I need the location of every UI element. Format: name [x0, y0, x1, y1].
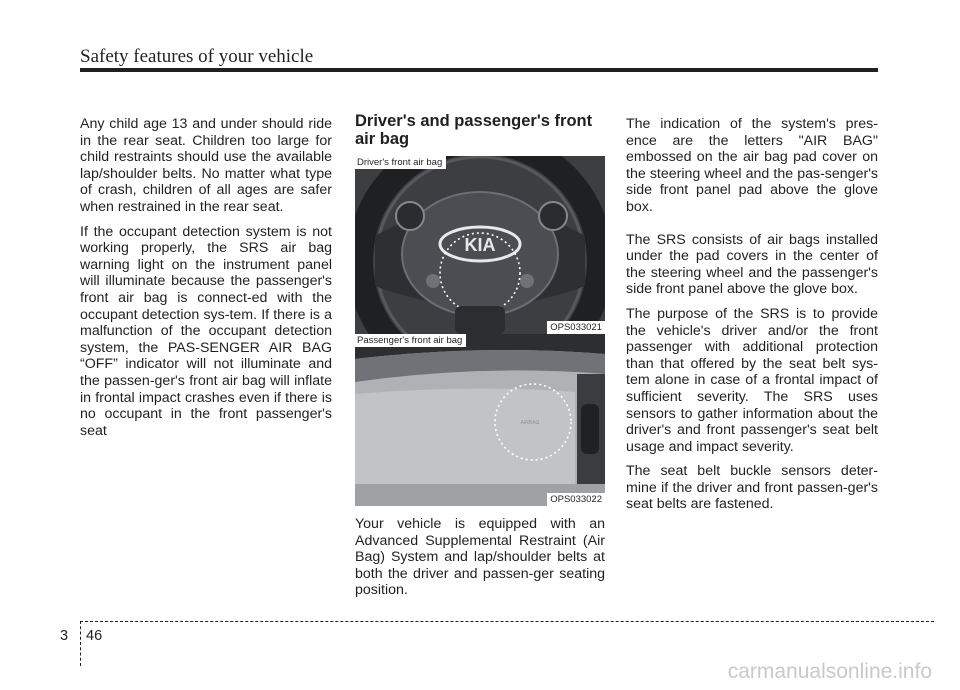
left-column	[80, 116, 332, 447]
page-number: 46	[86, 628, 103, 644]
footer-separator	[80, 621, 81, 666]
site-watermark: carmanualsonline.info	[727, 660, 932, 683]
body-paragraph: If the occupant detection system is not working properly, the SRS air bag warning light on the instrument panel will illuminate because the passenger's front air bag is connect-ed with the occupant detection sys-tem. If there is a malfunction of the occupant detection system, the PAS-SENGER AIR BAG “OFF” indicator will not illuminate and the passen-ger's front air bag will inflate in frontal impact crashes even if there is no occupant in the front passenger's seat	[80, 223, 332, 439]
body-paragraph: The purpose of the SRS is to provide the vehicle's driver and/or the front passenger with additional protection than that offered by the seat belt sys-tem alone in case of a frontal impact of sufficient severity. The SRS uses sensors to gather information about the driver's and front passenger's seat belt usage and impact severity.	[626, 305, 878, 455]
dashboard-illustration	[355, 334, 605, 506]
body-paragraph: The indication of the system's pres-ence are the letters "AIR BAG" embossed on the air bag pad cover on the steering wheel and the pas-senger's side front panel pad above the glove box.	[626, 116, 878, 215]
airbag-emboss: AIRBAG	[520, 420, 540, 426]
body-paragraph: Your vehicle is equipped with an Advanced Supplemental Restraint (Air Bag) System and lap/shoulder belts at both the driver and passen-ger seating position.	[355, 516, 605, 599]
figure-code: OPS033022	[547, 493, 605, 506]
steering-wheel-illustration	[355, 156, 605, 334]
body-paragraph: The seat belt buckle sensors deter-mine if the driver and front passen-ger's seat belts are fastened.	[626, 463, 878, 513]
right-column	[626, 116, 878, 521]
body-paragraph: The SRS consists of air bags installed under the pad covers in the center of the steering wheel and the passenger's side front panel above the glove box.	[626, 231, 878, 298]
figure-caption-label: Passenger's front air bag	[355, 334, 466, 347]
chapter-number: 3	[60, 628, 69, 644]
figure-caption-label: Driver's front air bag	[355, 156, 446, 169]
passenger-airbag-figure	[355, 334, 605, 506]
page-header-title: Safety features of your vehicle	[80, 46, 314, 67]
footer-rule	[80, 621, 934, 622]
figure-code: OPS033021	[547, 321, 605, 334]
section-heading: Driver's and passenger's front air bag	[355, 112, 593, 148]
middle-column	[355, 112, 605, 607]
driver-airbag-figure	[355, 156, 605, 334]
body-paragraph: Any child age 13 and under should ride in the rear seat. Children too large for child restraints should use the available lap/shoulder belts. No matter what type of crash, children of all ages are safer when restrained in the rear seat.	[80, 116, 332, 215]
kia-logo: KIA	[464, 235, 496, 255]
header-rule	[80, 68, 878, 72]
